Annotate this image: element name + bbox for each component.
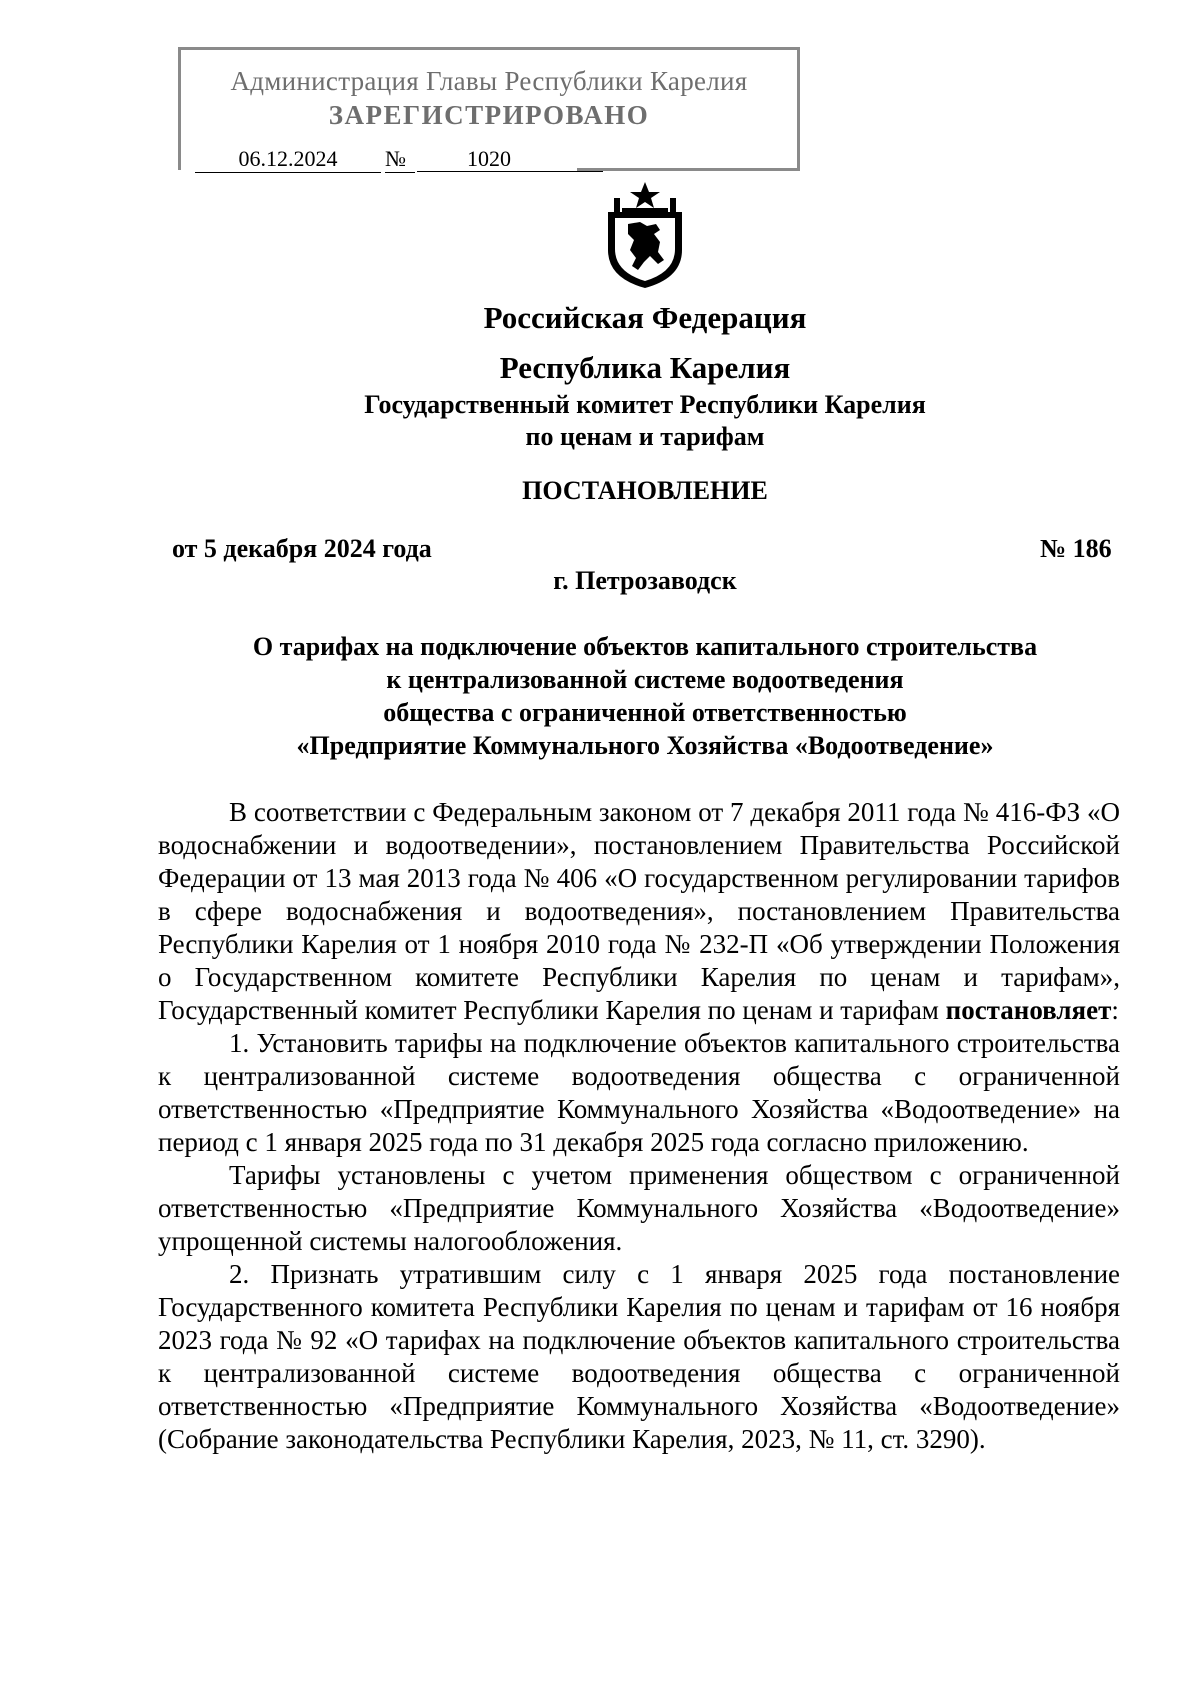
committee-name-line2: по ценам и тарифам — [525, 422, 765, 451]
country-name: Российская Федерация — [483, 300, 807, 335]
stamp-number-sign: № — [385, 146, 415, 173]
stamp-number: 1020 — [417, 146, 603, 172]
stamp-status: ЗАРЕГИСТРИРОВАНО — [328, 100, 650, 130]
body-paragraph-note: Тарифы установлены с учетом применения обществом с ограниченной ответственностью «Предприятие Коммунального Хозяйства «Водоотведение» упрощенной системы налогообложения. — [158, 1160, 1120, 1256]
document-body — [158, 796, 1120, 1456]
coat-of-arms-icon — [600, 180, 690, 290]
document-title-line3: общества с ограниченной ответственностью — [383, 698, 907, 727]
stamp-organization: Администрация Главы Республики Карелия — [230, 66, 748, 96]
document-date: от 5 декабря 2024 года — [172, 534, 432, 563]
document-title-line2: к централизованной системе водоотведения — [386, 665, 904, 694]
body-paragraph-item1: 1. Установить тарифы на подключение объектов капитального строительства к централизованной системе водоотведения общества с ограниченной ответственностью «Предприятие Коммунального Хозяйства «Водоотведение» на период с 1 января 2025 года по 31 декабря 2025 года согласно приложению. — [158, 1028, 1120, 1157]
committee-name-line1: Государственный комитет Республики Карелия — [364, 390, 926, 419]
stamp-border-segment — [577, 168, 800, 171]
body-paragraph-preamble — [158, 796, 1120, 1027]
document-type: ПОСТАНОВЛЕНИЕ — [522, 476, 768, 505]
document-title-line4: «Предприятие Коммунального Хозяйства «Водоотведение» — [296, 731, 994, 760]
registration-stamp — [178, 47, 800, 170]
preamble-resolves: постановляет — [945, 995, 1112, 1025]
document-city: г. Петрозаводск — [553, 566, 737, 595]
region-name: Республика Карелия — [499, 350, 791, 385]
document-title-line1: О тарифах на подключение объектов капитального строительства — [252, 632, 1038, 661]
preamble-colon: : — [1111, 995, 1119, 1025]
document-number: № 186 — [1040, 534, 1112, 563]
body-paragraph-item2: 2. Признать утратившим силу с 1 января 2025 года постановление Государственного комитета Республики Карелия по ценам и тарифам от 16 ноября 2023 года № 92 «О тарифах на подключение объектов капитального строительства к централизованной системе водоотведения общества с ограниченной ответственностью «Предприятие Коммунального Хозяйства «Водоотведение» (Собрание законодательства Республики Карелия, 2023, № 11, ст. 3290). — [158, 1259, 1120, 1454]
preamble-text: В соответствии с Федеральным законом от 7 декабря 2011 года № 416-ФЗ «О водоснабжении и водоотведении», постановлением Правительства Российской Федерации от 13 мая 2013 года № 406 «О государственном регулировании тарифов в сфере водоснабжения и водоотведения», постановлением Правительства Республики Карелия от 1 ноября 2010 года № 232-П «Об утверждении Положения о Государственном комитете Республики Карелия по ценам и тарифам», Государственный комитет Республики Карелия по ценам и тарифам — [158, 797, 1120, 1025]
stamp-date: 06.12.2024 — [195, 146, 381, 173]
